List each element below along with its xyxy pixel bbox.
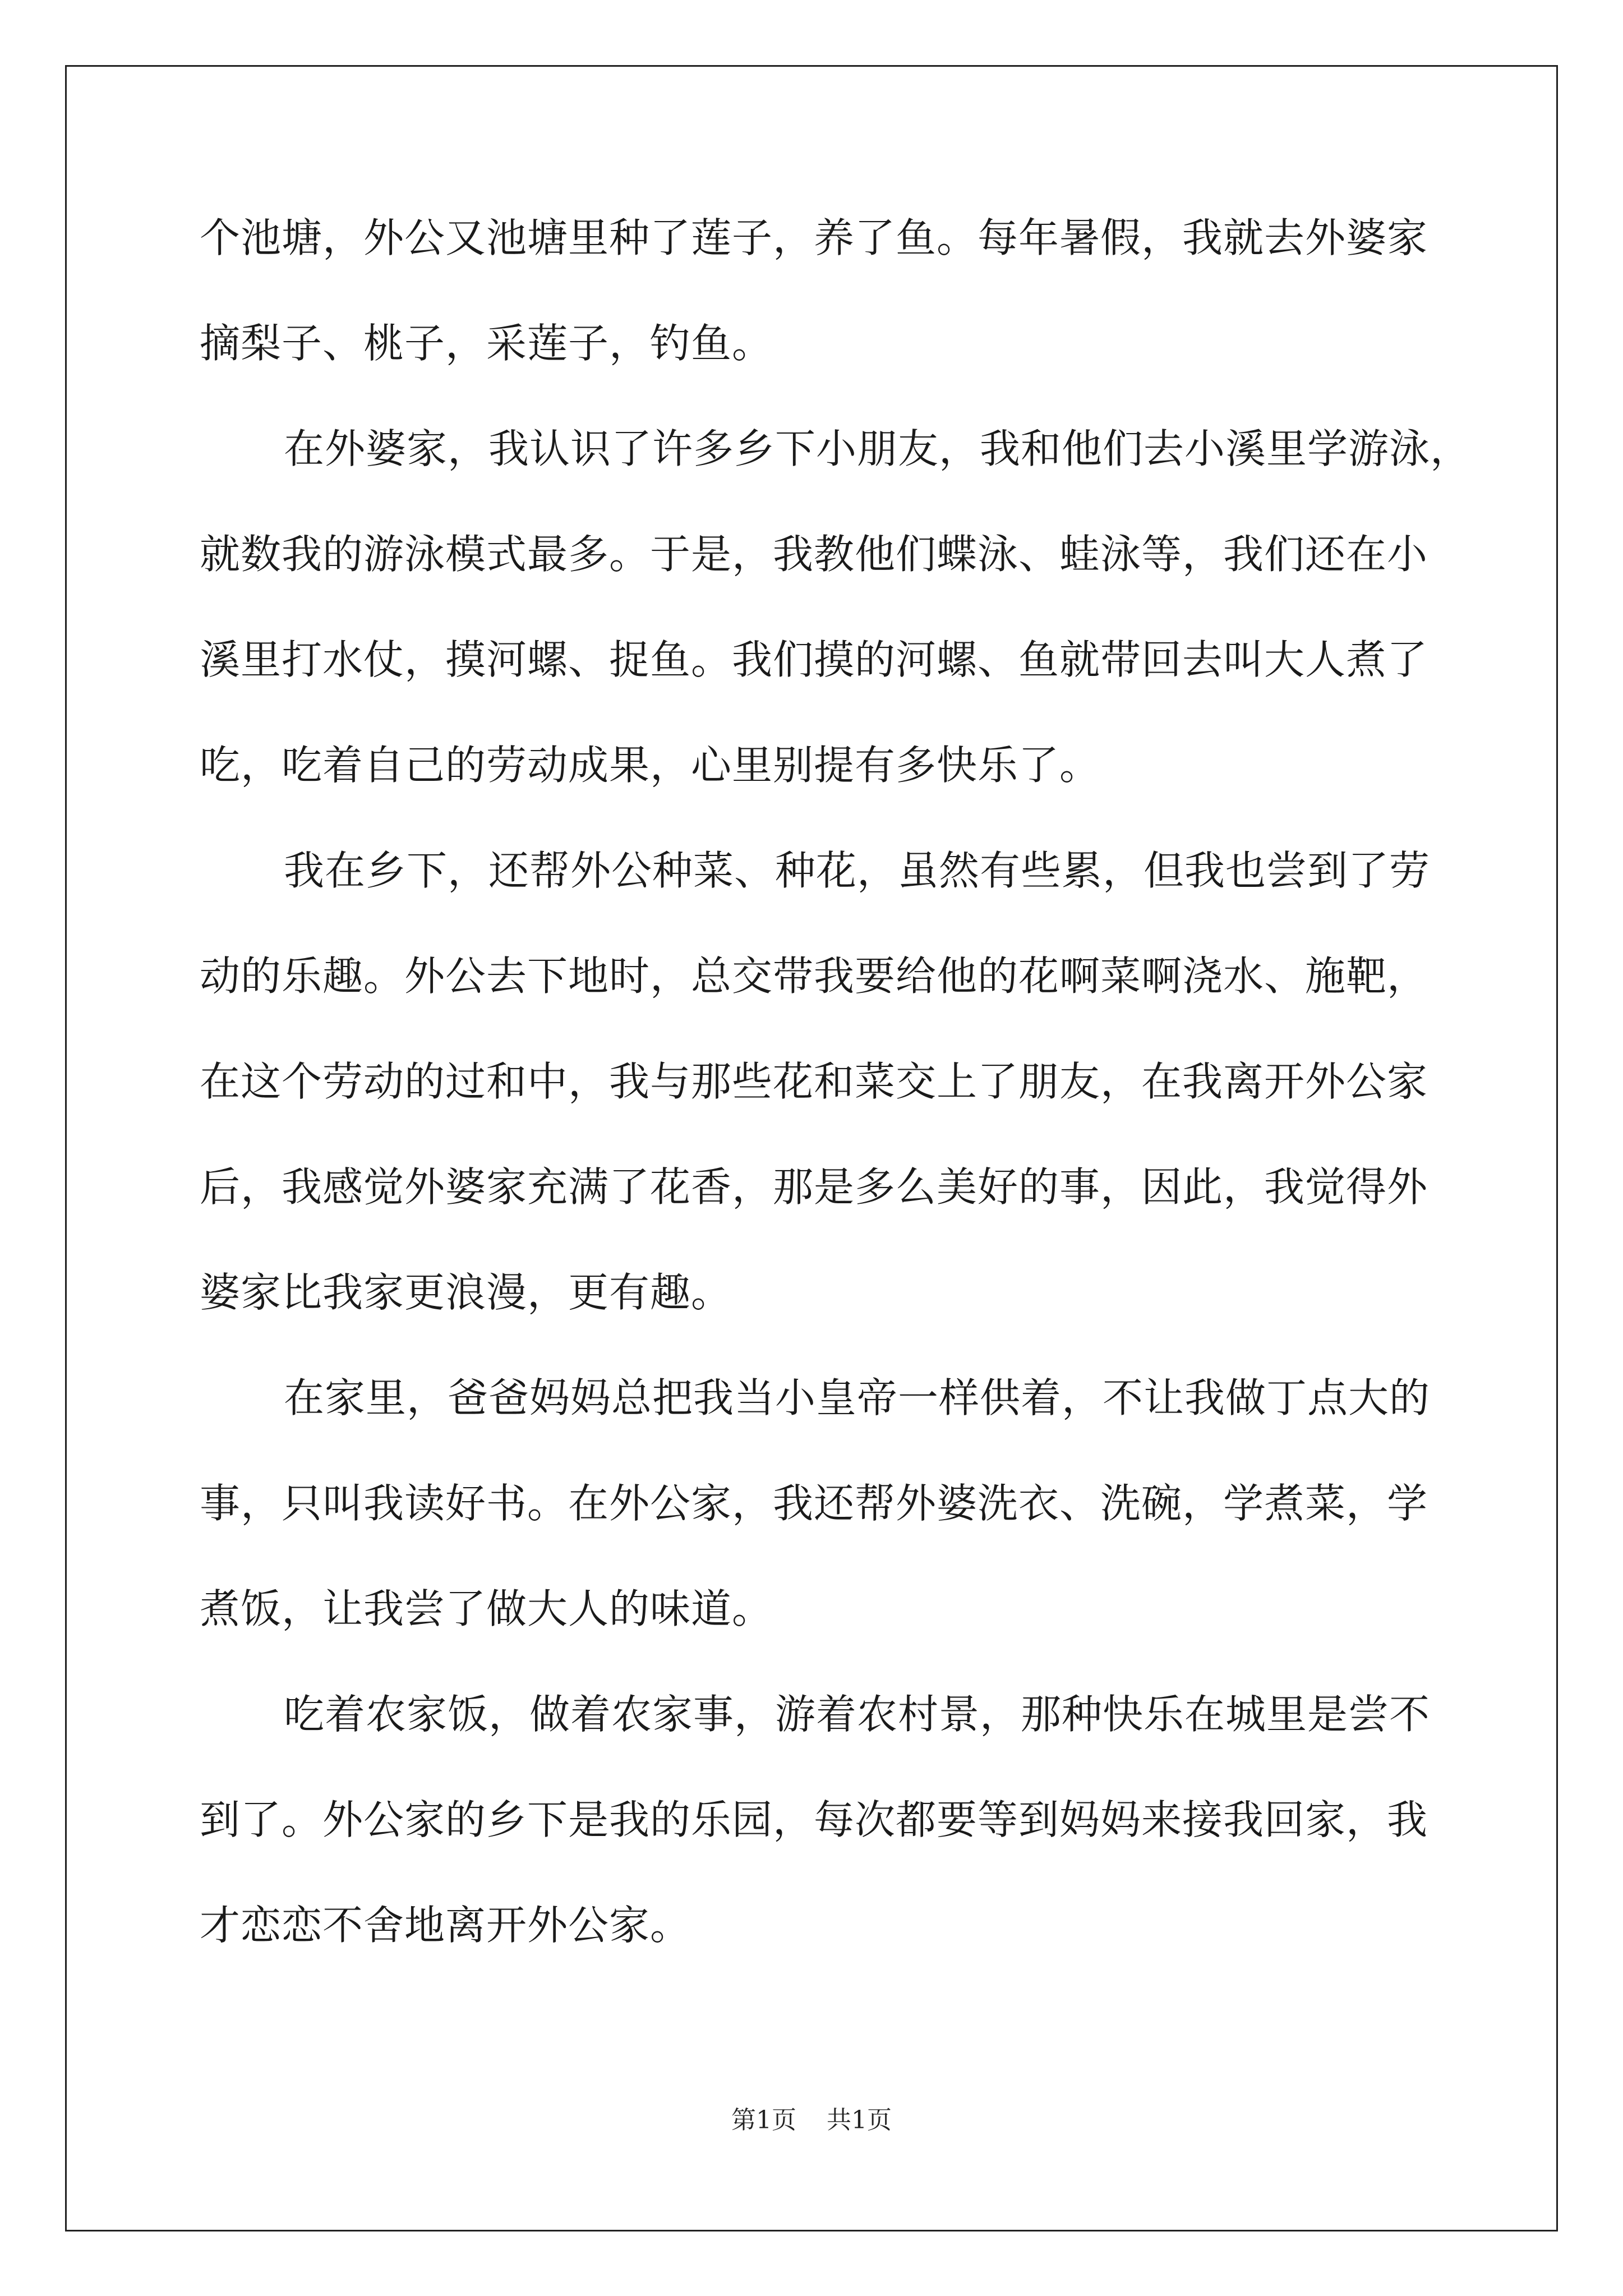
text-line: 才恋恋不舍地离开外公家。 [200,1902,691,1949]
page-total: 共1页 [827,2106,892,2134]
document-body [200,185,1472,1978]
text-line: 在外婆家，我认识了许多乡下小朋友，我和他们去小溪里学游泳， [284,425,1472,472]
text-line: 溪里打水仗，摸河螺、捉鱼。我们摸的河螺、鱼就带回去叫大人煮了 [200,636,1428,683]
text-line: 到了。外公家的乡下是我的乐园，每次都要等到妈妈来接我回家，我 [200,1796,1428,1843]
text-line: 后，我感觉外婆家充满了花香，那是多么美好的事，因此，我觉得外 [200,1163,1428,1211]
text-line: 吃着农家饭，做着农家事，游着农村景，那种快乐在城里是尝不 [284,1691,1431,1738]
text-line: 婆家比我家更浪漫，更有趣。 [200,1269,732,1316]
text-line: 个池塘，外公又池塘里种了莲子，养了鱼。每年暑假，我就去外婆家 [200,214,1428,261]
text-line: 吃，吃着自己的劳动成果，心里别提有多快乐了。 [200,742,1101,789]
page-footer [0,2104,1623,2137]
text-line: 事，只叫我读好书。在外公家，我还帮外婆洗衣、洗碗，学煮菜，学 [200,1480,1428,1527]
text-line: 就数我的游泳模式最多。于是，我教他们蝶泳、蛙泳等，我们还在小 [200,531,1428,578]
text-line: 在这个劳动的过和中，我与那些花和菜交上了朋友，在我离开外公家 [200,1058,1428,1105]
text-line: 煮饭，让我尝了做大人的味道。 [200,1585,773,1632]
text-line: 在家里，爸爸妈妈总把我当小皇帝一样供着，不让我做丁点大的 [284,1374,1431,1421]
text-line: 摘梨子、桃子，采莲子，钓鱼。 [200,320,773,367]
page-number: 第1页 [731,2106,796,2134]
text-line: 动的乐趣。外公去下地时，总交带我要给他的花啊菜啊浇水、施靶， [200,953,1428,1000]
text-line: 我在乡下，还帮外公种菜、种花，虽然有些累，但我也尝到了劳 [284,847,1431,894]
